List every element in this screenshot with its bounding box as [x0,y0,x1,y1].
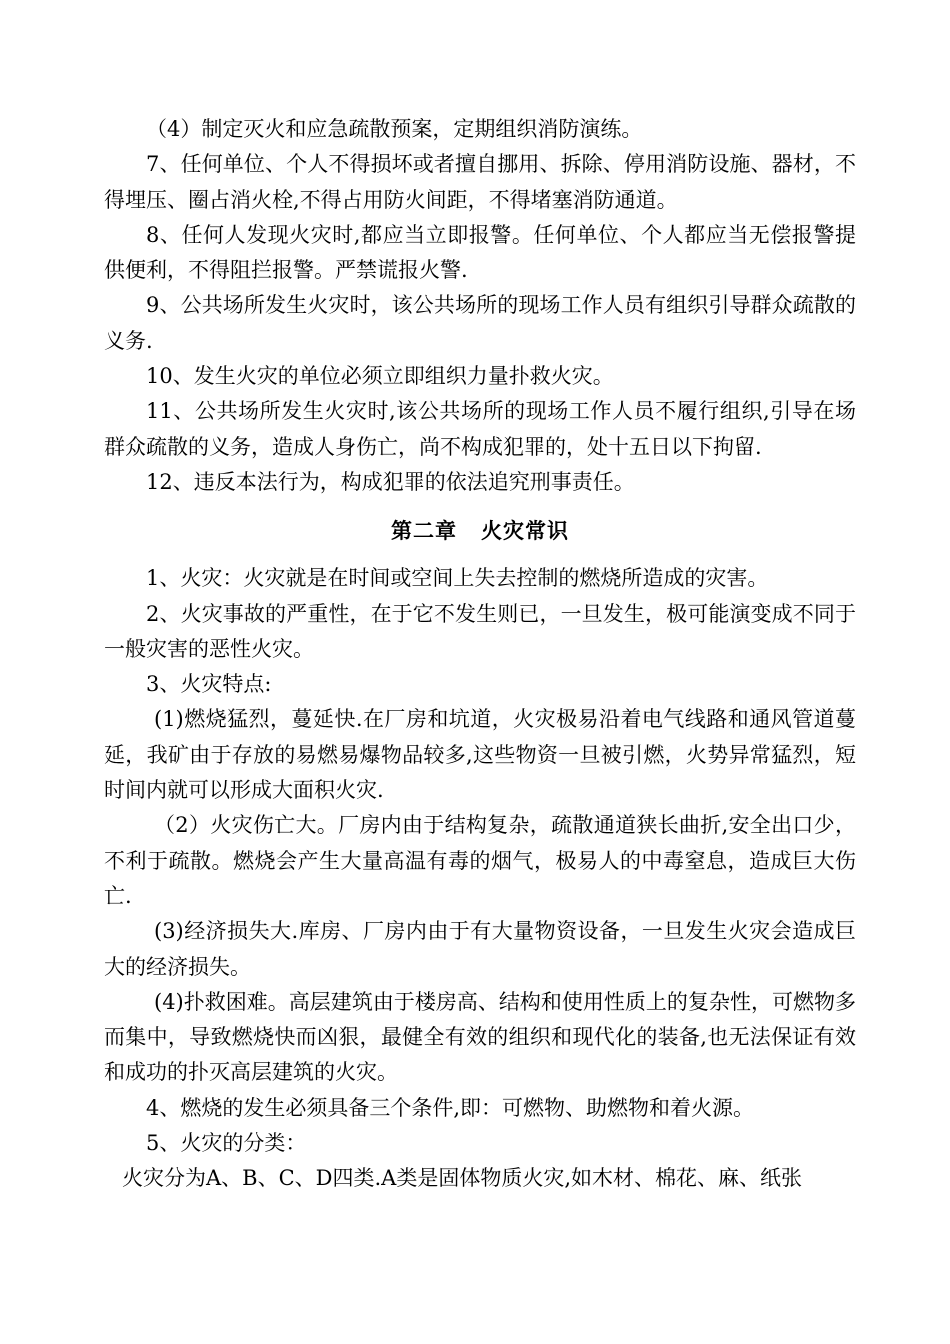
paragraph-item-12: 12、违反本法行为，构成犯罪的依法追究刑事责任。 [146,469,635,494]
paragraph-fire-classification-heading: 5、火灾的分类： [146,1131,307,1156]
paragraph-item-10: 10、发生火灾的单位必须立即组织力量扑救火灾。 [146,364,614,389]
paragraph-combustion-conditions: 4、燃烧的发生必须具备三个条件,即：可燃物、助燃物和着火源。 [146,1095,755,1120]
chapter-title: 火灾常识 [481,518,569,544]
paragraph-item-7: 7、任何单位、个人不得损坏或者擅自挪用、拆除、停用消防设施、器材，不得埋压、圈占消火栓,不得占用防火间距，不得堵塞消防通道。 [104,152,856,212]
paragraph-item-4: （4）制定灭火和应急疏散预案，定期组织消防演练。 [146,117,643,141]
paragraph-fire-definition: 1、火灾：火灾就是在时间或空间上失去控制的燃烧所造成的灾害。 [146,566,769,591]
chapter-heading [104,513,856,548]
paragraph-feature-3: (3)经济损失大.库房、厂房内由于有大量物资设备，一旦发生火灾会造成巨大的经济损失。 [104,919,856,979]
paragraph-feature-2: （2）火灾伤亡大。厂房内由于结构复杂，疏散通道狭长曲折,安全出口少，不利于疏散。燃烧会产生大量高温有毒的烟气，极易人的中毒窒息，造成巨大伤亡. [104,813,856,908]
paragraph-item-8: 8、任何人发现火灾时,都应当立即报警。任何单位、个人都应当无偿报警提供便利，不得阻拦报警。严禁谎报火警. [104,222,856,283]
paragraph-fire-features-heading: 3、火灾特点: [146,672,272,697]
paragraph-feature-4: (4)扑救困难。高层建筑由于楼房高、结构和使用性质上的复杂性，可燃物多而集中，导致燃烧快而凶狠，最健全有效的组织和现代化的装备,也无法保证有效和成功的扑灭高层建筑的火灾。 [104,989,856,1085]
paragraph-fire-severity: 2、火灾事故的严重性，在于它不发生则已，一旦发生，极可能演变成不同于一般灾害的恶性火灾。 [104,601,856,661]
chapter-number: 第二章 [391,518,457,544]
paragraph-fire-classes: 火灾分为A、B、C、D四类.A类是固体物质火灾,如木材、棉花、麻、纸张 [122,1166,803,1191]
paragraph-item-9: 9、公共场所发生火灾时，该公共场所的现场工作人员有组织引导群众疏散的义务. [104,293,856,353]
paragraph-item-11: 11、公共场所发生火灾时,该公共场所的现场工作人员不履行组织,引导在场群众疏散的义务，造成人身伤亡，尚不构成犯罪的，处十五日以下拘留. [104,399,856,459]
document-page [104,112,856,1197]
paragraph-feature-1: (1)燃烧猛烈，蔓延快.在厂房和坑道，火灾极易沿着电气线路和通风管道蔓延，我矿由于存放的易燃易爆物品较多,这些物资一旦被引燃，火势异常猛烈，短时间内就可以形成大面积火灾. [104,707,856,803]
